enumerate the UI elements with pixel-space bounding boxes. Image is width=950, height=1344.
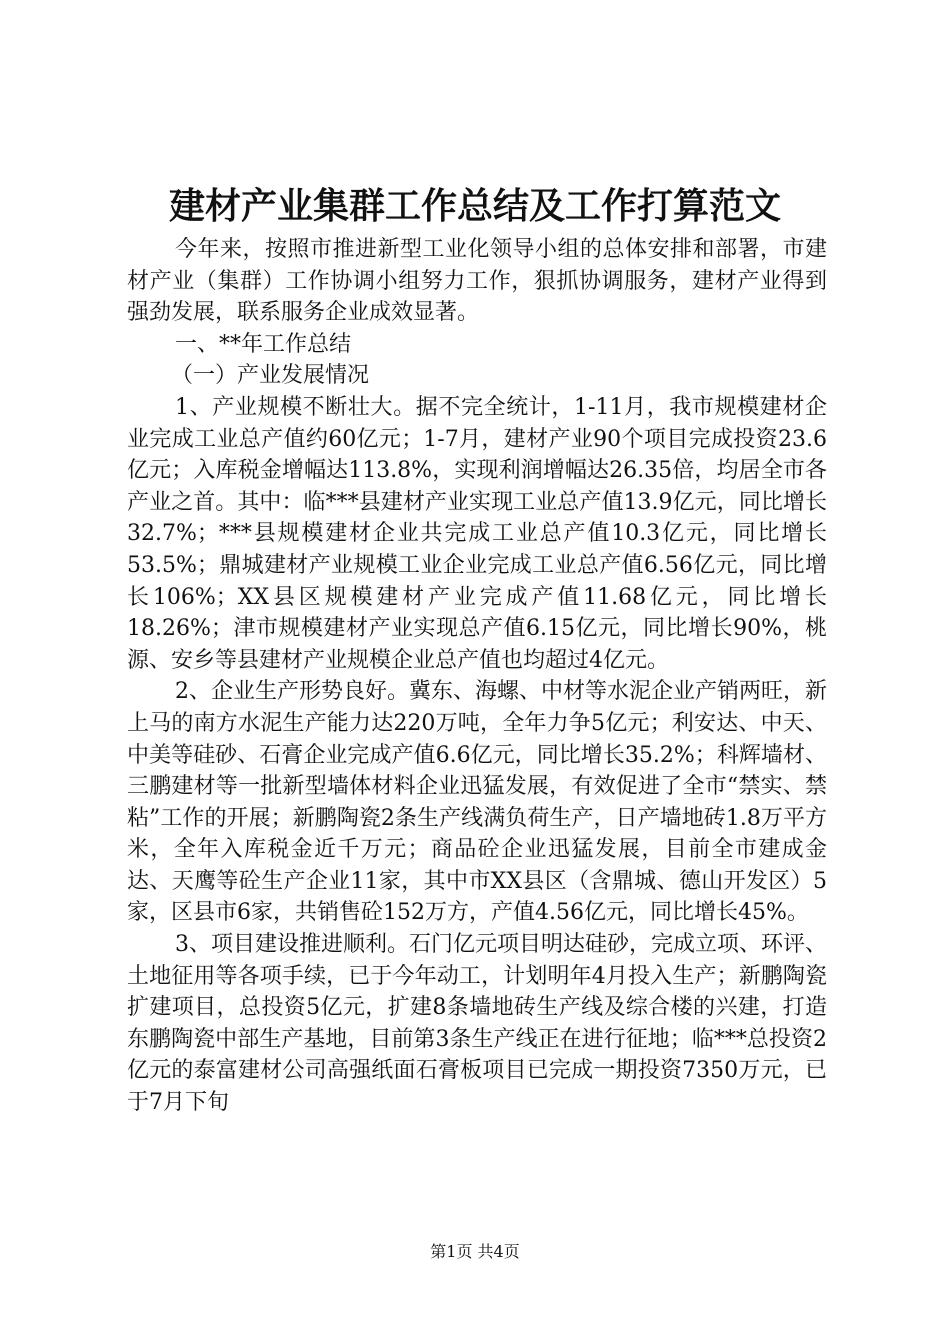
intro-paragraph: 今年来，按照市推进新型工业化领导小组的总体安排和部署，市建材产业（集群）工作协调小组努力工作，狠抓协调服务，建材产业得到强劲发展，联系服务企业成效显著。 xyxy=(127,237,827,326)
body-paragraph: 2、企业生产形势良好。冀东、海螺、中材等水泥企业产销两旺，新上马的南方水泥生产能力达220万吨，全年力争5亿元；利安达、中天、中美等硅砂、石膏企业完成产值6.6亿元，同比增长35.2%；科辉墙材、三鹏建材等一批新型墙体材料企业迅猛发展，有效促进了全市“禁实、禁粘”工作的开展；新鹏陶瓷2条生产线满负荷生产，日产墙地砖1.8万平方米，全年入库税金近千万元；商品砼企业迅猛发展，目前全市建成金达、天鹰等砼生产企业11家，其中市XX县区（含鼎城、德山开发区）5家，区县市6家，共销售砼152万方，产值4.56亿元，同比增长45%。 xyxy=(127,679,827,926)
body-paragraph: 3、项目建设推进顺利。石门亿元项目明达硅砂，完成立项、环评、土地征用等各项手续，已于今年动工，计划明年4月投入生产；新鹏陶瓷扩建项目，总投资5亿元，扩建8条墙地砖生产线及综合楼的兴建，打造东鹏陶瓷中部生产基地，目前第3条生产线正在进行征地；临***总投资2亿元的泰富建材公司高强纸面石膏板项目已完成一期投资7350万元，已于7月下旬 xyxy=(127,932,827,1116)
document-body xyxy=(127,234,827,1119)
subsection-heading: （一）产业发展情况 xyxy=(171,363,370,389)
document-title: 建材产业集群工作总结及工作打算范文 xyxy=(168,186,781,227)
page-footer: 第1页 共4页 xyxy=(430,1242,520,1261)
section-heading: 一、**年工作总结 xyxy=(175,331,352,357)
body-paragraph: 1、产业规模不断壮大。据不完全统计，1-11月，我市规模建材企业完成工业总产值约60亿元；1-7月，建材产业90个项目完成投资23.6亿元；入库税金增幅达113.8%，实现利润增幅达26.35倍，均居全市各产业之首。其中：临***县建材产业实现工业总产值13.9亿元，同比增长32.7%；***县规模建材企业共完成工业总产值10.3亿元，同比增长53.5%；鼎城建材产业规模工业企业完成工业总产值6.56亿元，同比增长106%；XX县区规模建材产业完成产值11.68亿元，同比增长18.26%；津市规模建材产业实现总产值6.15亿元，同比增长90%，桃源、安乡等县建材产业规模企业总产值也均超过4亿元。 xyxy=(127,394,827,673)
